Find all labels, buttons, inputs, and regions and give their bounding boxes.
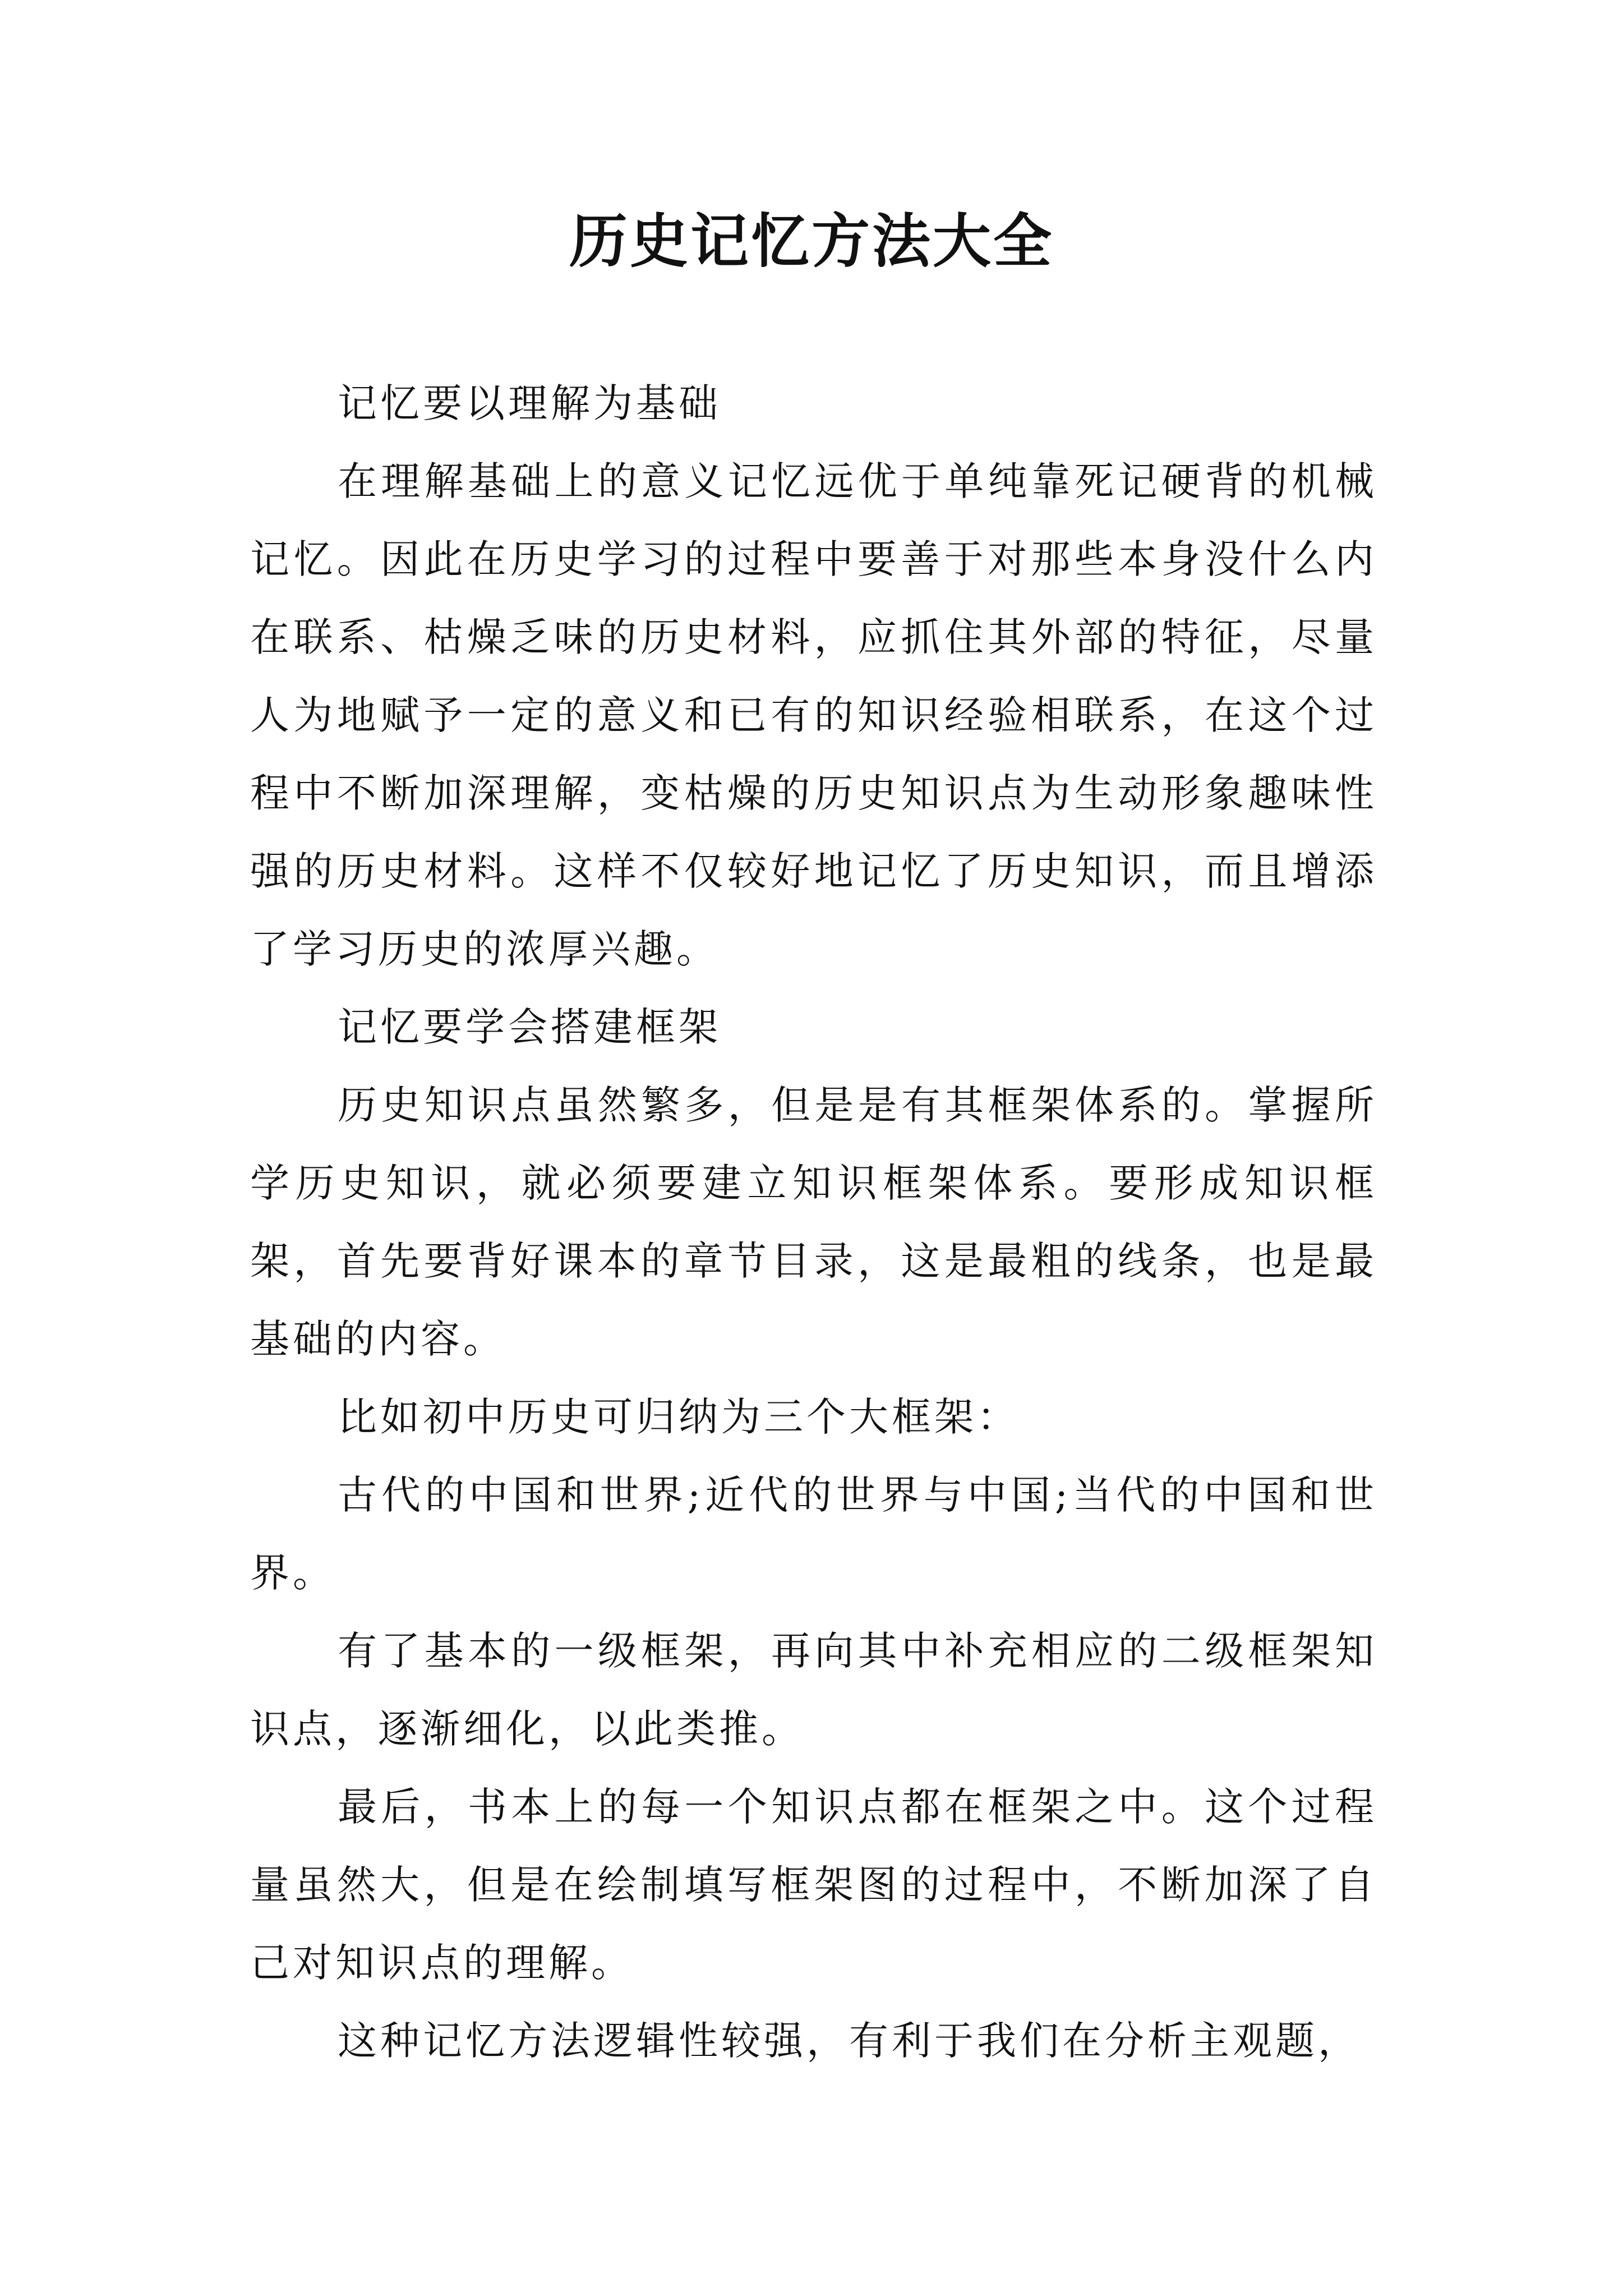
- paragraph-framework: 历史知识点虽然繁多，但是是有其框架体系的。掌握所学历史知识，就必须要建立知识框架体系。要形成知识框架，首先要背好课本的章节目录，这是最粗的线条，也是最基础的内容。: [250, 1082, 1377, 1362]
- paragraph-second-level: 有了基本的一级框架，再向其中补充相应的二级框架知识点，逐渐细化，以此类推。: [250, 1628, 1377, 1752]
- section-heading-understanding: 记忆要以理解为基础: [338, 380, 721, 426]
- paragraph-finally: 最后，书本上的每一个知识点都在框架之中。这个过程量虽然大，但是在绘制填写框架图的过程中，不断加深了自己对知识点的理解。: [250, 1784, 1377, 1986]
- paragraph-understanding: 在理解基础上的意义记忆远优于单纯靠死记硬背的机械记忆。因此在历史学习的过程中要善于对那些本身没什么内在联系、枯燥乏味的历史材料，应抓住其外部的特征，尽量人为地赋予一定的意义和已有的知识经验相联系，在这个过程中不断加深理解，变枯燥的历史知识点为生动形象趣味性强的历史材料。这样不仅较好地记忆了历史知识，而且增添了学习历史的浓厚兴趣。: [250, 458, 1377, 972]
- paragraph-logic: 这种记忆方法逻辑性较强，有利于我们在分析主观题，: [338, 2018, 1361, 2064]
- document-body: [250, 365, 1377, 2080]
- document-title: 历史记忆方法大全: [569, 206, 1054, 275]
- paragraph-example-frameworks: 古代的中国和世界;近代的世界与中国;当代的中国和世界。: [250, 1472, 1377, 1596]
- section-heading-framework: 记忆要学会搭建框架: [338, 1004, 721, 1050]
- paragraph-example-intro: 比如初中历史可归纳为三个大框架：: [338, 1394, 1020, 1440]
